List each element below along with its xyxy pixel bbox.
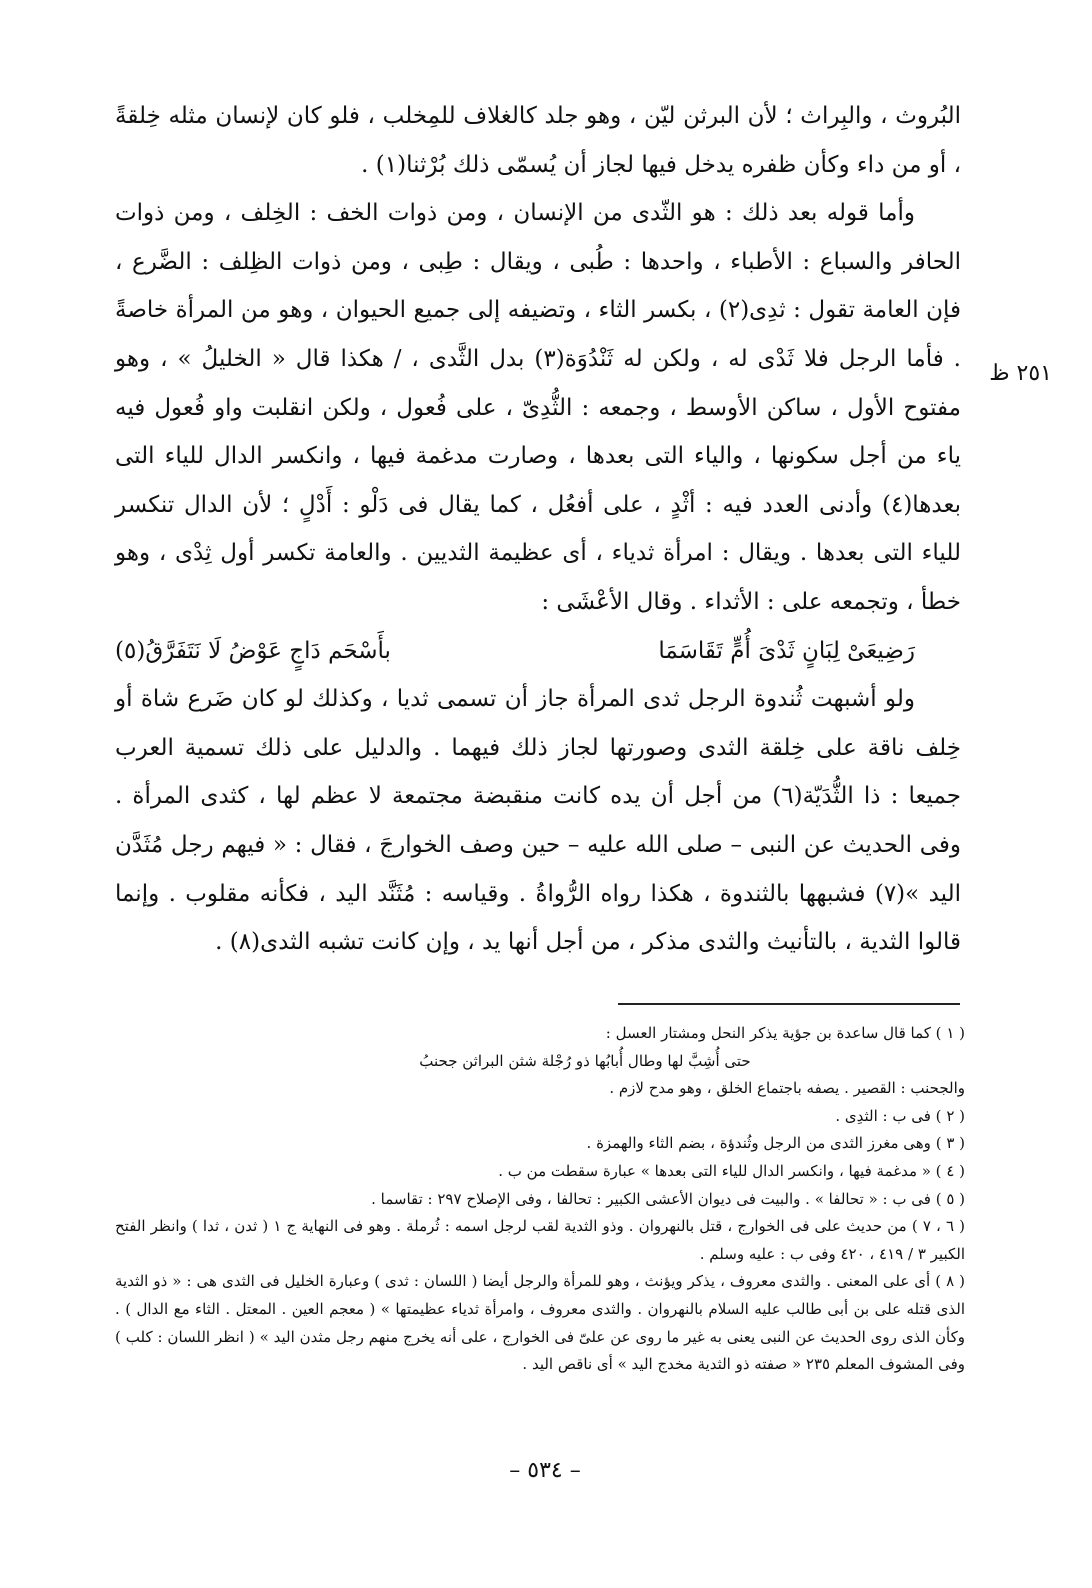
- poetry-verse: [115, 627, 961, 676]
- footnote-5: ( ٥ ) فى ب : « تحالفا » . والبيت فى ديوان الأعشى الكبير : تحالفا ، وفى الإصلاح ٢٩٧ : تقاسما .: [371, 1189, 965, 1208]
- footnote-1-tail: والجحنب : القصير . يصفه باجتماع الخلق ، وهو مدح لازم .: [609, 1079, 965, 1098]
- paragraph-3: ولو أشبهت ثُندوة الرجل ثدى المرأة جاز أن تسمى ثديا ، وكذلك لو كان ضَرع شاة أو خِلف ناقة على خِلقة الثدى وصورتها لجاز ذلك فيهما . والدليل على ذلك تسمية العرب جميعا : ذا الثُّدَيّة(٦) من أجل أن يده كانت منقبضة مجتمعة لا عظم لها ، كثدى المرأة . وفى الحديث عن النبى – صلى الله عليه – حين وصف الخوارجَ ، فقال : « فيهم رجل مُثَدَّن اليد »(٧) فشبهها بالثندوة ، هكذا رواه الرُّواةُ . وقياسه : مُثَنَّد اليد ، فكأنه مقلوب . وإنما قالوا الثدية ، بالتأنيث والثدى مذكر ، من أجل أنها يد ، وإن كانت تشبه الثدى(٨) .: [115, 686, 962, 956]
- main-text: [115, 92, 961, 967]
- paragraph-2: وأما قوله بعد ذلك : هو الثّدى من الإنسان ، ومن ذوات الخف : الخِلف ، ومن ذوات الحافر والسباع : الأطباء ، واحدها : طُبى ، ويقال : طِبى ، ومن ذوات الظِلف : الضَّرع ، فإن العامة تقول : ثدِى(٢) ، بكسر الثاء ، وتضيفه إلى جميع الحيوان ، وهو من المرأة خاصةً . فأما الرجل فلا ثَدْى له ، ولكن له ثَنْدُوَة(٣) بدل الثَّدى ، / هكذا قال « الخليلُ » ، وهو مفتوح الأول ، ساكن الأوسط ، وجمعه : الثُّدِىّ ، على فُعول ، ولكن انقلبت واو فُعول فيه ياء من أجل سكونها ، والياء التى بعدها ، وصارت مدغمة فيها ، وانكسر الدال للياء التى بعدها(٤) وأدنى العدد فيه : أثْدٍ ، على أفعُل ، كما يقال فى دَلْو : أَدْلٍ ؛ لأن الدال تنكسر للياء التى بعدها . ويقال : امرأة ثدياء ، أى عظيمة الثديين . والعامة تكسر أول ثِدْى ، وهو خطأ ، وتجمعه على : الأثداء . وقال الأعْشَى :: [115, 200, 961, 615]
- footnote-separator: [618, 1003, 960, 1005]
- footnotes: [115, 1020, 965, 1379]
- footnote-8: ( ٨ ) أى على المعنى . والثدى معروف ، يذكر ويؤنث ، وهو للمرأة والرجل أيضا ( اللسان : ثدى ) وعبارة الخليل فى الثدى هى : « ذو الثدية الذى قتله على بن أبى طالب عليه السلام بالنهروان . والثدى معروف ، وامرأة ثدياء عظيمتها » ( معجم العين . المعتل . الثاء مع الدال ) . وكأن الذى روى الحديث عن النبى يعنى به غير ما روى عن علىّ فى الخوارج ، على أنه يخرج منهم رجل مثدن اليد » ( انظر اللسان : كلب ) وفى المشوف المعلم ٢٣٥ « صفته ذو الثدية مخدج اليد » أى ناقص اليد .: [115, 1272, 965, 1374]
- verse-first-hemistich: رَضِيعَىْ لِبَانٍ ثَدْىَ أُمٍّ تَقَاسَمَا: [658, 637, 915, 664]
- footnote-3: ( ٣ ) وهى مغرز الثدى من الرجل وثُندؤة ، بضم الثاء والهمزة .: [586, 1134, 965, 1153]
- folio-margin-note: ٢٥١ ظ: [989, 361, 1052, 386]
- footnote-4: ( ٤ ) « مدغمة فيها ، وانكسر الدال للياء التى بعدها » عبارة سقطت من ب .: [498, 1161, 965, 1180]
- footnote-1: ( ١ ) كما قال ساعدة بن جؤية يذكر النحل ومشتار العسل :: [605, 1024, 965, 1042]
- page-number: – ٥٣٤ –: [509, 1458, 581, 1483]
- footnote-6-7: ( ٦ ، ٧ ) من حديث على فى الخوارج ، قتل بالنهروان . وذو الثدية لقب لرجل اسمه : ثُرملة . وهو فى النهاية ج ١ ( ثدن ، ثدا ) وانظر الفتح الكبير ٣ / ٤١٩ ، ٤٢٠ وفى ب : عليه وسلم .: [115, 1217, 965, 1263]
- footnote-2: ( ٢ ) فى ب : الثدِى .: [835, 1106, 965, 1125]
- footnote-1-verse: حتى أُشِبَّ لها وطال أُبابُها ذو رُجْلة شثن البراثن جحنبُ: [419, 1051, 751, 1070]
- paragraph-1: البُروث ، والبِراث ؛ لأن البرثن ليّن ، وهو جلد كالغلاف للمِخلب ، فلو كان لإنسان مثله خِلقةً ، أو من داء وكأن ظفره يدخل فيها لجاز أن يُسمّى ذلك بُرْثنا(١) .: [115, 103, 961, 178]
- verse-second-hemistich: بأَسْحَم دَاجٍ عَوْضُ لَا نَتَفَرَّقُ(٥): [115, 637, 391, 664]
